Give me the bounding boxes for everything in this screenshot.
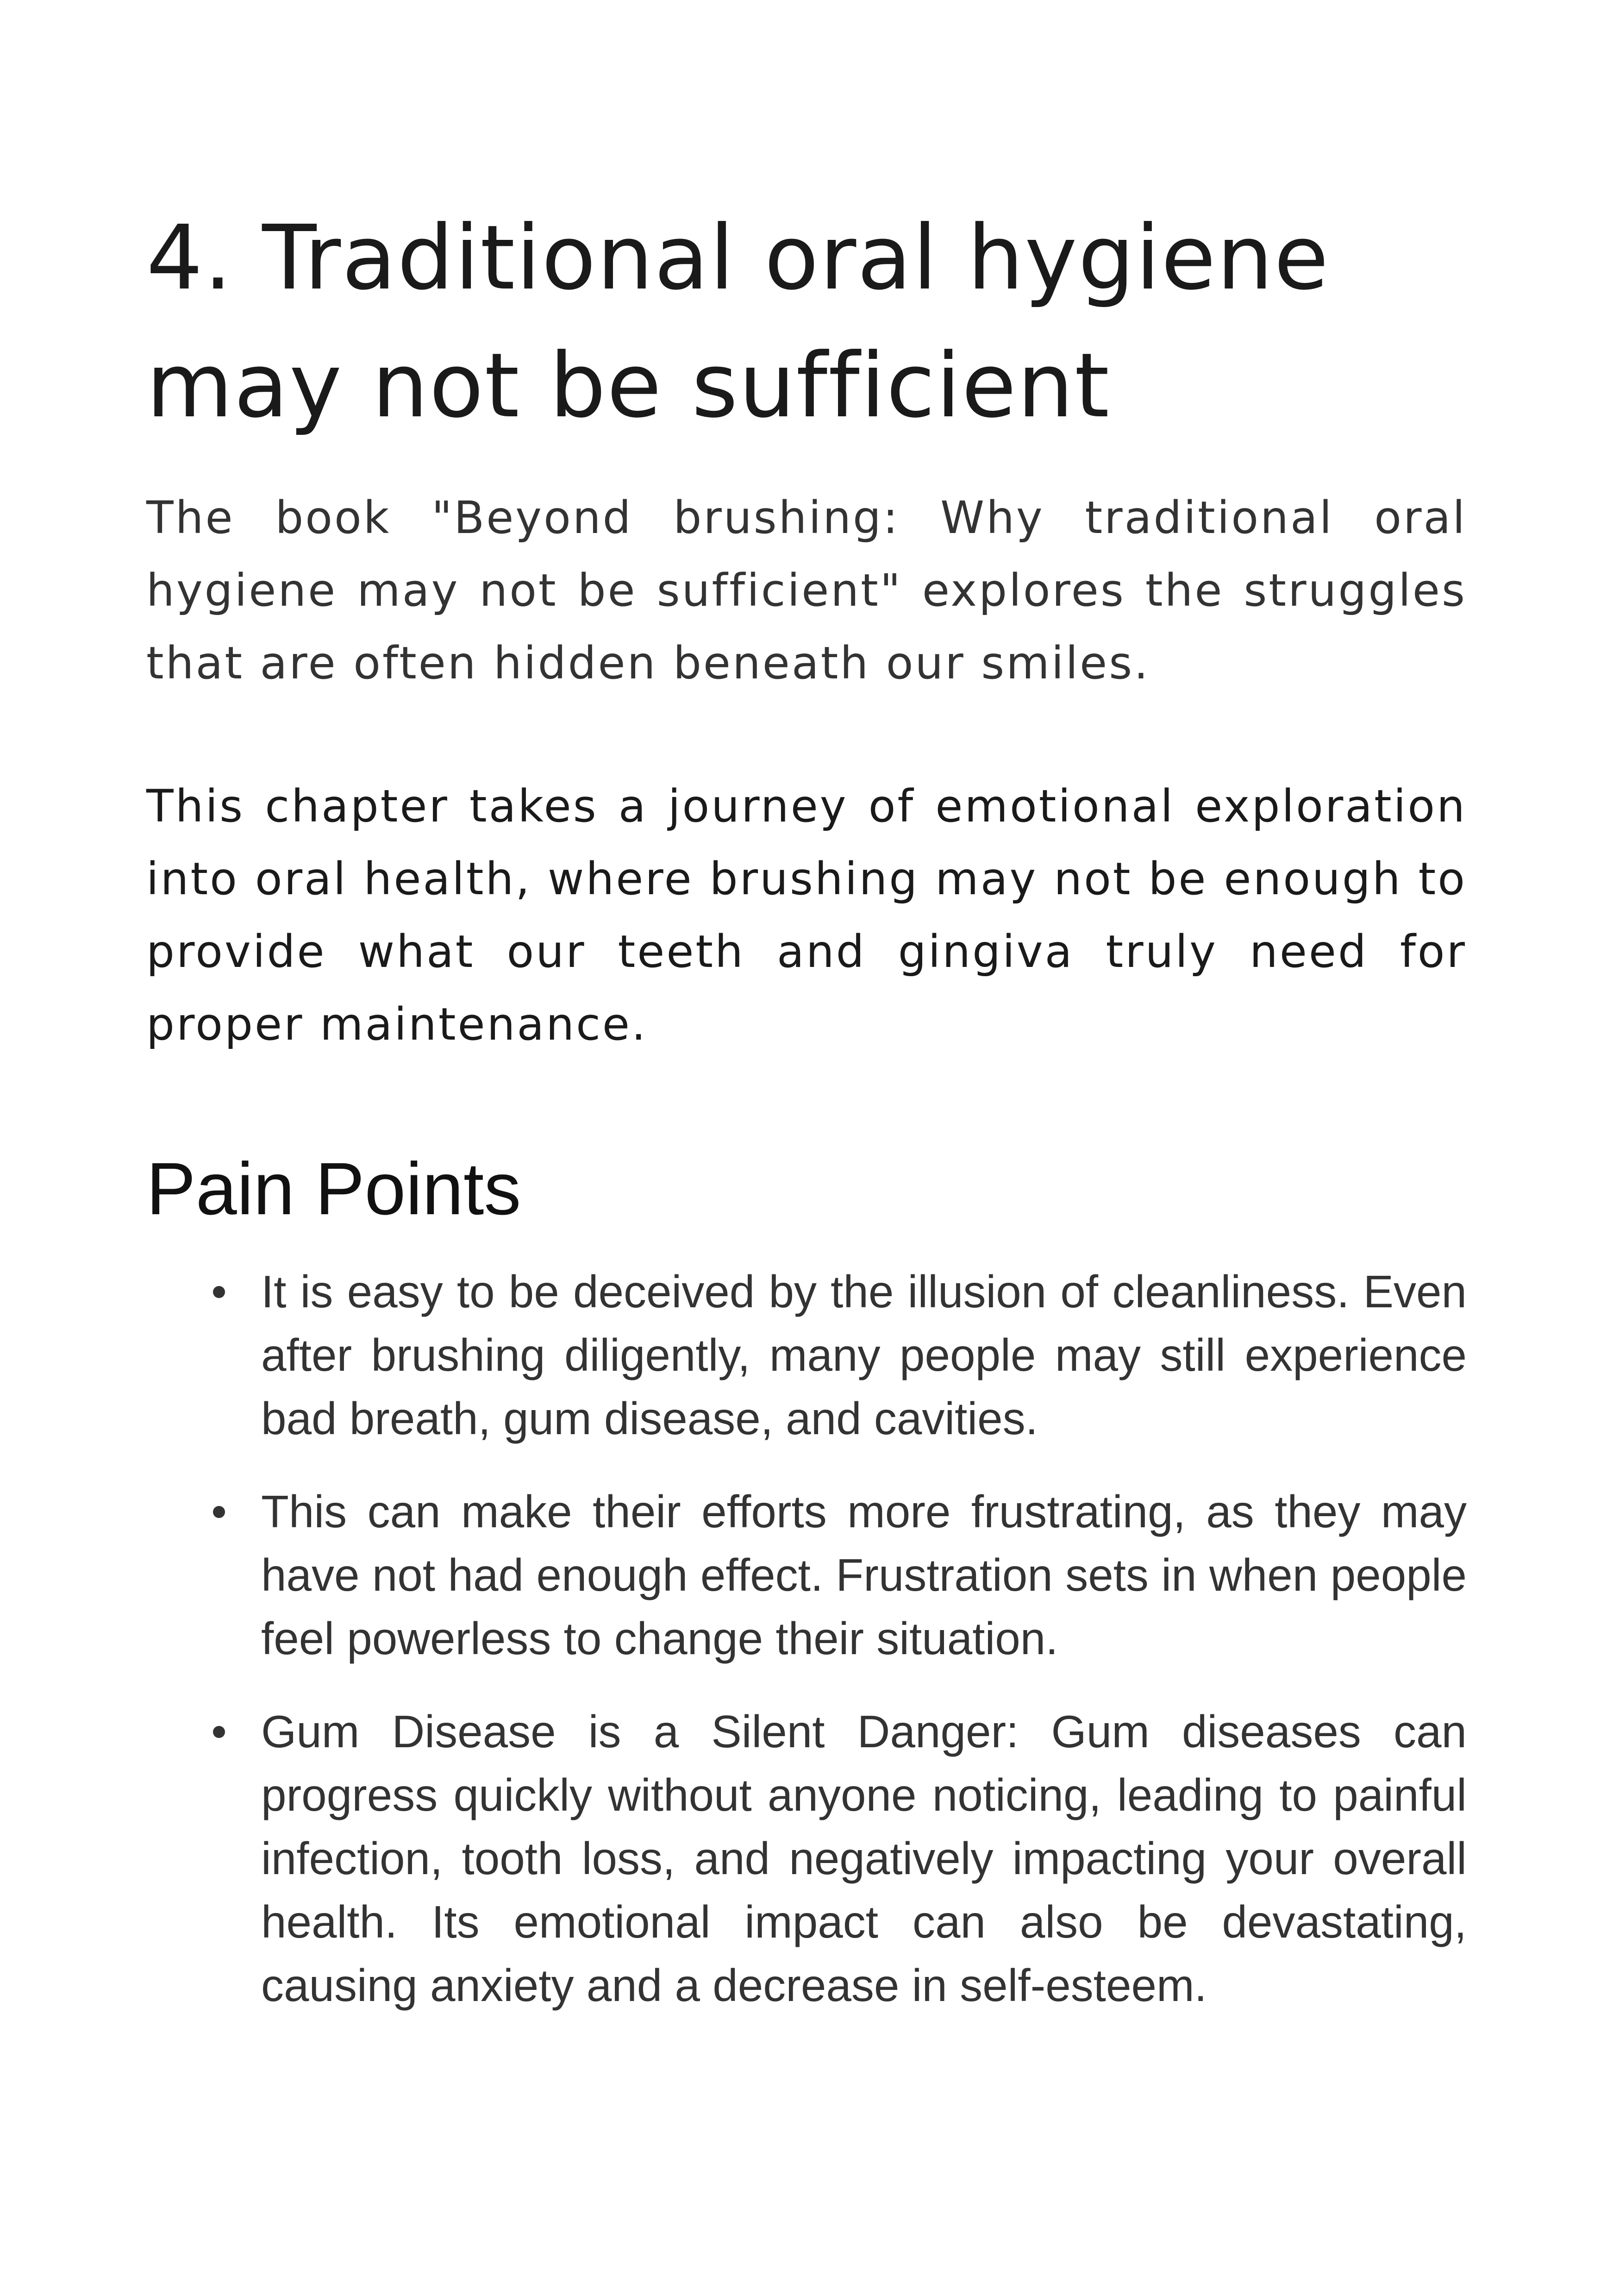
bullet-icon — [213, 1726, 225, 1738]
pain-points-heading: Pain Points — [146, 1147, 521, 1230]
chapter-title-line-2: may not be sufficient — [146, 334, 1111, 438]
pain-points-list — [146, 1260, 1467, 2017]
document-page — [146, 194, 1467, 2047]
list-item — [146, 1700, 1467, 2017]
chapter-description-paragraph: This chapter takes a journey of emotional exploration into oral health, where brushing may not be enough to provide what our teeth and gingiva truly need for proper maintenance. — [146, 780, 1467, 1050]
chapter-intro-paragraph: The book "Beyond brushing: Why traditional oral hygiene may not be sufficient" explores the struggles that are often hidden beneath our smiles. — [146, 492, 1467, 689]
list-item — [146, 1260, 1467, 1450]
chapter-title — [146, 194, 1467, 450]
list-item-text: It is easy to be deceived by the illusion of cleanliness. Even after brushing diligently, many people may still experience bad breath, gum disease, and cavities. — [261, 1266, 1467, 1444]
chapter-title-line-1: 4. Traditional oral hygiene — [146, 207, 1330, 310]
list-item-text: Gum Disease is a Silent Danger: Gum diseases can progress quickly without anyone noticing, leading to painful infection, tooth loss, and negatively impacting your overall health. Its emotional impact can also be devastating, causing anxiety and a decrease in self-esteem. — [261, 1706, 1467, 2011]
list-item-text: This can make their efforts more frustrating, as they may have not had enough effect. Frustration sets in when people feel powerless to change their situation. — [261, 1486, 1467, 1664]
list-item — [146, 1480, 1467, 1670]
bullet-icon — [213, 1286, 225, 1298]
bullet-icon — [213, 1506, 225, 1518]
